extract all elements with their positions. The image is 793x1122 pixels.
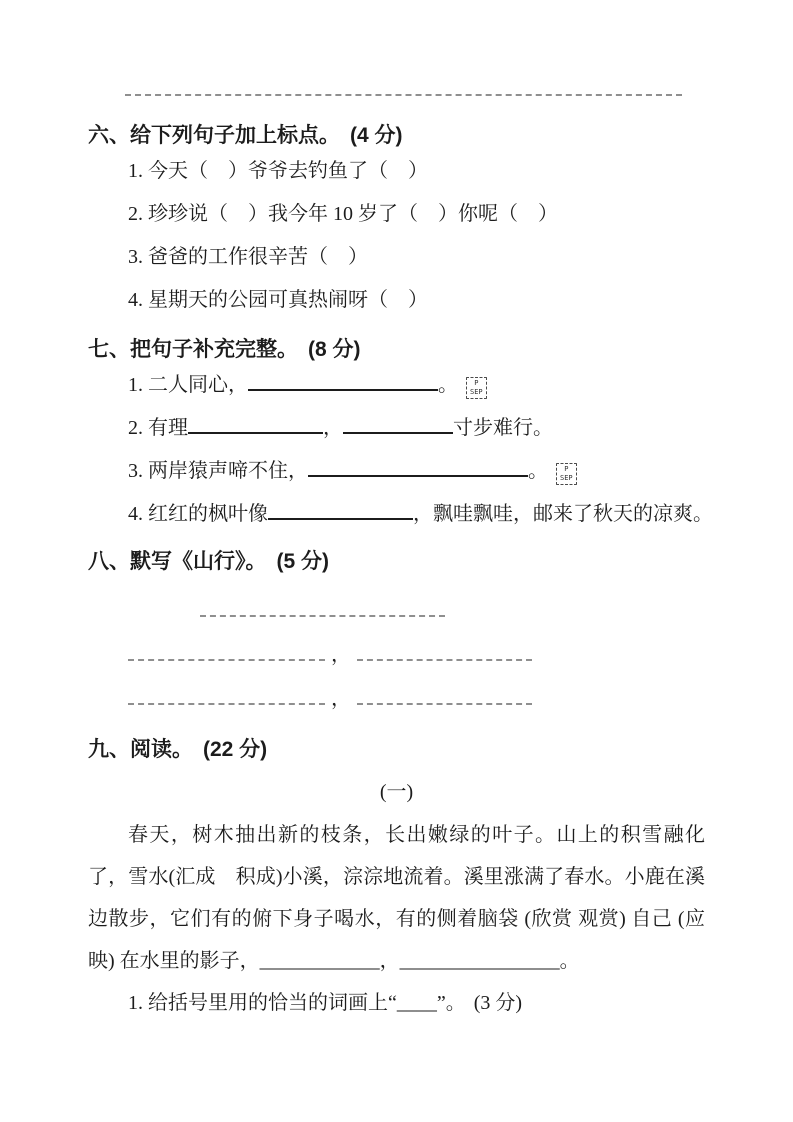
poem-line-row-1 xyxy=(128,644,705,666)
seven-item-1-text: 1. 二人同心， xyxy=(128,374,248,396)
section-eight-title: 八、默写《山行》。 xyxy=(88,550,267,573)
section-six-title: 六、给下列句子加上标点。 xyxy=(88,124,340,147)
dashed-answer-line xyxy=(357,701,532,705)
psep-sep: SEP xyxy=(560,474,573,482)
answer-blank-line xyxy=(268,516,413,520)
dashed-answer-line xyxy=(128,657,325,661)
six-item-4: 4. 星期天的公园可真热闹呀（ ） xyxy=(128,289,428,311)
seven-item-3 xyxy=(128,450,705,493)
seven-item-4-tail: ，飘哇飘哇，邮来了秋天的凉爽。 xyxy=(413,503,713,525)
dashed-answer-line xyxy=(128,701,325,705)
section-six-header xyxy=(88,122,705,150)
dashed-answer-line xyxy=(200,613,445,617)
reading-part-label: (一) xyxy=(379,781,414,803)
reading-question-1-text: 1. 给括号里用的恰当的词画上“____”。 xyxy=(128,992,466,1014)
seven-item-4 xyxy=(128,493,713,536)
section-eight-header xyxy=(88,548,705,576)
six-item-3: 3. 爸爸的工作很辛苦（ ） xyxy=(128,246,368,268)
seven-item-4-text: 4. 红红的枫叶像 xyxy=(128,503,268,525)
seven-item-1-period: 。 xyxy=(438,374,458,396)
reading-question-1 xyxy=(128,982,705,1024)
poem-title-blank-row xyxy=(200,600,705,622)
seven-item-3-text: 3. 两岸猿声啼不住， xyxy=(128,460,308,482)
section-seven-header xyxy=(88,336,705,364)
six-item-1: 1. 今天（ ）爷爷去钓鱼了（ ） xyxy=(128,160,428,182)
answer-blank-line xyxy=(248,387,438,391)
section-seven-title: 七、把句子补充完整。 xyxy=(88,338,298,361)
poem-comma: ， xyxy=(331,688,351,710)
page-top-dashed-divider xyxy=(125,94,682,96)
section-seven-score: (8 分) xyxy=(308,338,361,361)
psep-p: P xyxy=(564,464,569,473)
seven-item-2-tail: 寸步难行。 xyxy=(453,417,553,439)
seven-item-3-period: 。 xyxy=(528,460,548,482)
poem-comma: ， xyxy=(331,644,351,666)
six-item-2: 2. 珍珍说（ ）我今年 10 岁了（ ）你呢（ ） xyxy=(128,203,558,225)
paragraph-separator-marker xyxy=(466,377,487,399)
section-nine-title: 九、阅读。 xyxy=(88,738,193,761)
seven-item-1 xyxy=(128,364,705,407)
paragraph-separator-marker xyxy=(556,463,577,485)
psep-sep: SEP xyxy=(470,388,483,396)
section-nine-score: (22 分) xyxy=(203,738,268,761)
poem-line-row-2 xyxy=(128,688,705,710)
seven-item-2-text: 2. 有理 xyxy=(128,417,188,439)
reading-passage: 春天，树木抽出新的枝条，长出嫩绿的叶子。山上的积雪融化了，雪水(汇成 积成)小溪，淙淙地流着。溪里涨满了春水。小鹿在溪边散步，它们有的俯下身子喝水，有的侧着脑袋 (欣赏 观赏) 自己 (应 映) 在水里的影子，____________，________________。 xyxy=(88,824,725,972)
section-six-score: (4 分) xyxy=(350,124,403,147)
seven-item-2-comma: ， xyxy=(323,417,343,439)
psep-p: P xyxy=(474,378,479,387)
section-nine-header xyxy=(88,736,705,764)
seven-item-2 xyxy=(128,407,705,450)
reading-question-1-score: (3 分) xyxy=(473,992,523,1014)
dashed-answer-line xyxy=(357,657,532,661)
answer-blank-line xyxy=(188,430,323,434)
answer-blank-line xyxy=(308,473,528,477)
section-eight-score: (5 分) xyxy=(276,550,329,573)
answer-blank-line xyxy=(343,430,453,434)
